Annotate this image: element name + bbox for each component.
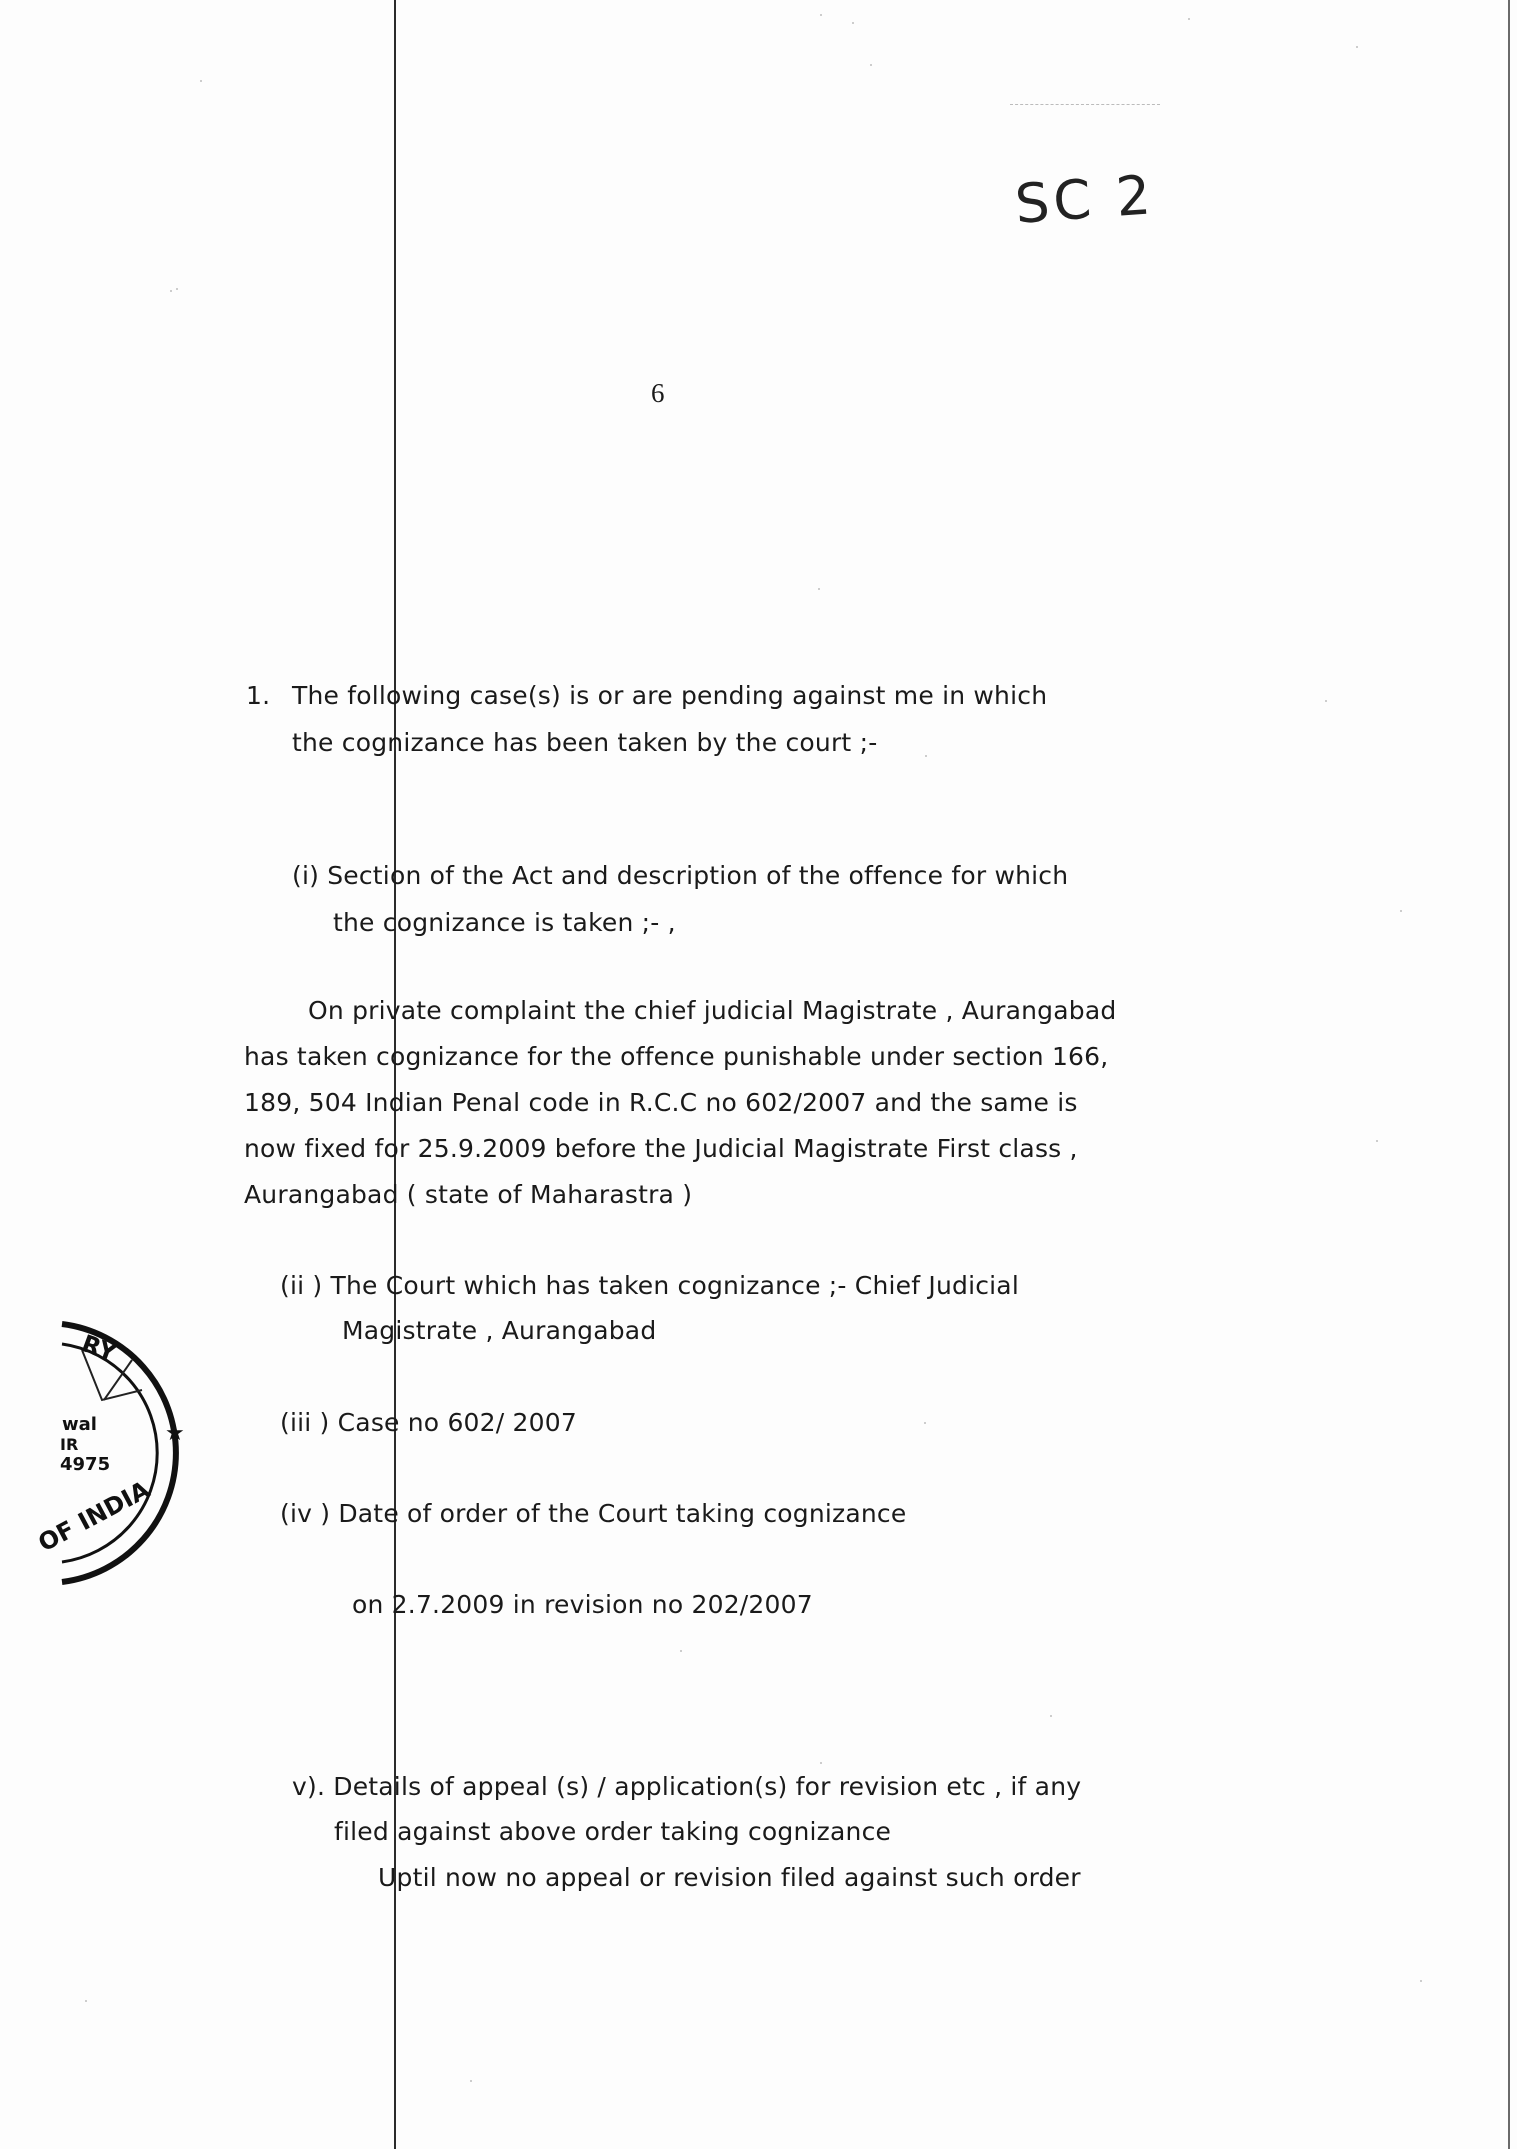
seal-text-top: RY — [77, 1329, 120, 1368]
item-v-line-2: filed against above order taking cognizance — [334, 1817, 892, 1846]
item-iv-line-1: (iv ) Date of order of the Court taking cognizance — [280, 1499, 907, 1528]
scan-speck — [680, 1650, 682, 1652]
seal-text-mid-3: 4975 — [60, 1454, 111, 1475]
paragraph-line-1: On private complaint the chief judicial Magistrate , Aurangabad — [308, 996, 1117, 1025]
item-i-line-2: the cognizance is taken ;- , — [333, 908, 676, 937]
seal-text-mid-1: wal — [62, 1414, 97, 1435]
paragraph-line-3: 189, 504 Indian Penal code in R.C.C no 602/2007 and the same is — [244, 1088, 1078, 1117]
handwritten-note: SC 2 — [1012, 163, 1157, 236]
item-1-line-1: The following case(s) is or are pending against me in which — [292, 681, 1048, 710]
item-1-number: 1. — [246, 681, 271, 710]
scan-speck — [820, 14, 822, 16]
scan-speck — [1376, 1140, 1378, 1142]
item-iv-line-2: on 2.7.2009 in revision no 202/2007 — [352, 1590, 813, 1619]
scan-speck — [1188, 18, 1190, 20]
scan-speck — [1325, 700, 1327, 702]
seal-text-bottom: OF INDIA — [33, 1475, 155, 1558]
item-1-line-2: the cognizance has been taken by the court ;- — [292, 728, 878, 757]
item-v-line-3: Uptil now no appeal or revision filed against such order — [378, 1863, 1081, 1892]
scan-speck — [925, 755, 927, 757]
seal-outer-ring — [62, 1324, 176, 1582]
item-i-line-1: (i) Section of the Act and description of the offence for which — [292, 861, 1069, 890]
paragraph-line-5: Aurangabad ( state of Maharastra ) — [244, 1180, 693, 1209]
item-ii-line-2: Magistrate , Aurangabad — [342, 1316, 657, 1345]
paragraph-line-4: now fixed for 25.9.2009 before the Judicial Magistrate First class , — [244, 1134, 1078, 1163]
scan-speck — [170, 290, 172, 292]
page-edge — [1508, 0, 1510, 2149]
scan-speck — [1356, 46, 1358, 48]
scan-speck — [85, 2000, 87, 2002]
item-v-line-1: v). Details of appeal (s) / application(s) for revision etc , if any — [292, 1772, 1082, 1801]
scan-speck — [924, 1422, 926, 1424]
faint-dash — [1010, 104, 1160, 106]
official-seal — [22, 1320, 202, 1590]
scan-speck — [1050, 1715, 1052, 1717]
item-ii-line-1: (ii ) The Court which has taken cognizance ;- Chief Judicial — [280, 1271, 1019, 1300]
scan-speck — [820, 1762, 822, 1764]
seal-text-mid-2: IR — [60, 1435, 79, 1454]
scan-speck — [470, 2080, 472, 2082]
page-number: 6 — [651, 378, 665, 408]
scan-speck — [852, 22, 854, 24]
paragraph-line-2: has taken cognizance for the offence punishable under section 166, — [244, 1042, 1109, 1071]
scan-speck — [870, 64, 872, 66]
scan-speck — [1400, 910, 1402, 912]
seal-star-icon: ★ — [165, 1421, 185, 1446]
scan-speck — [200, 80, 202, 82]
scan-speck — [176, 288, 178, 290]
item-iii-line-1: (iii ) Case no 602/ 2007 — [280, 1408, 577, 1437]
scan-speck — [1420, 1980, 1422, 1982]
scan-speck — [818, 588, 820, 590]
